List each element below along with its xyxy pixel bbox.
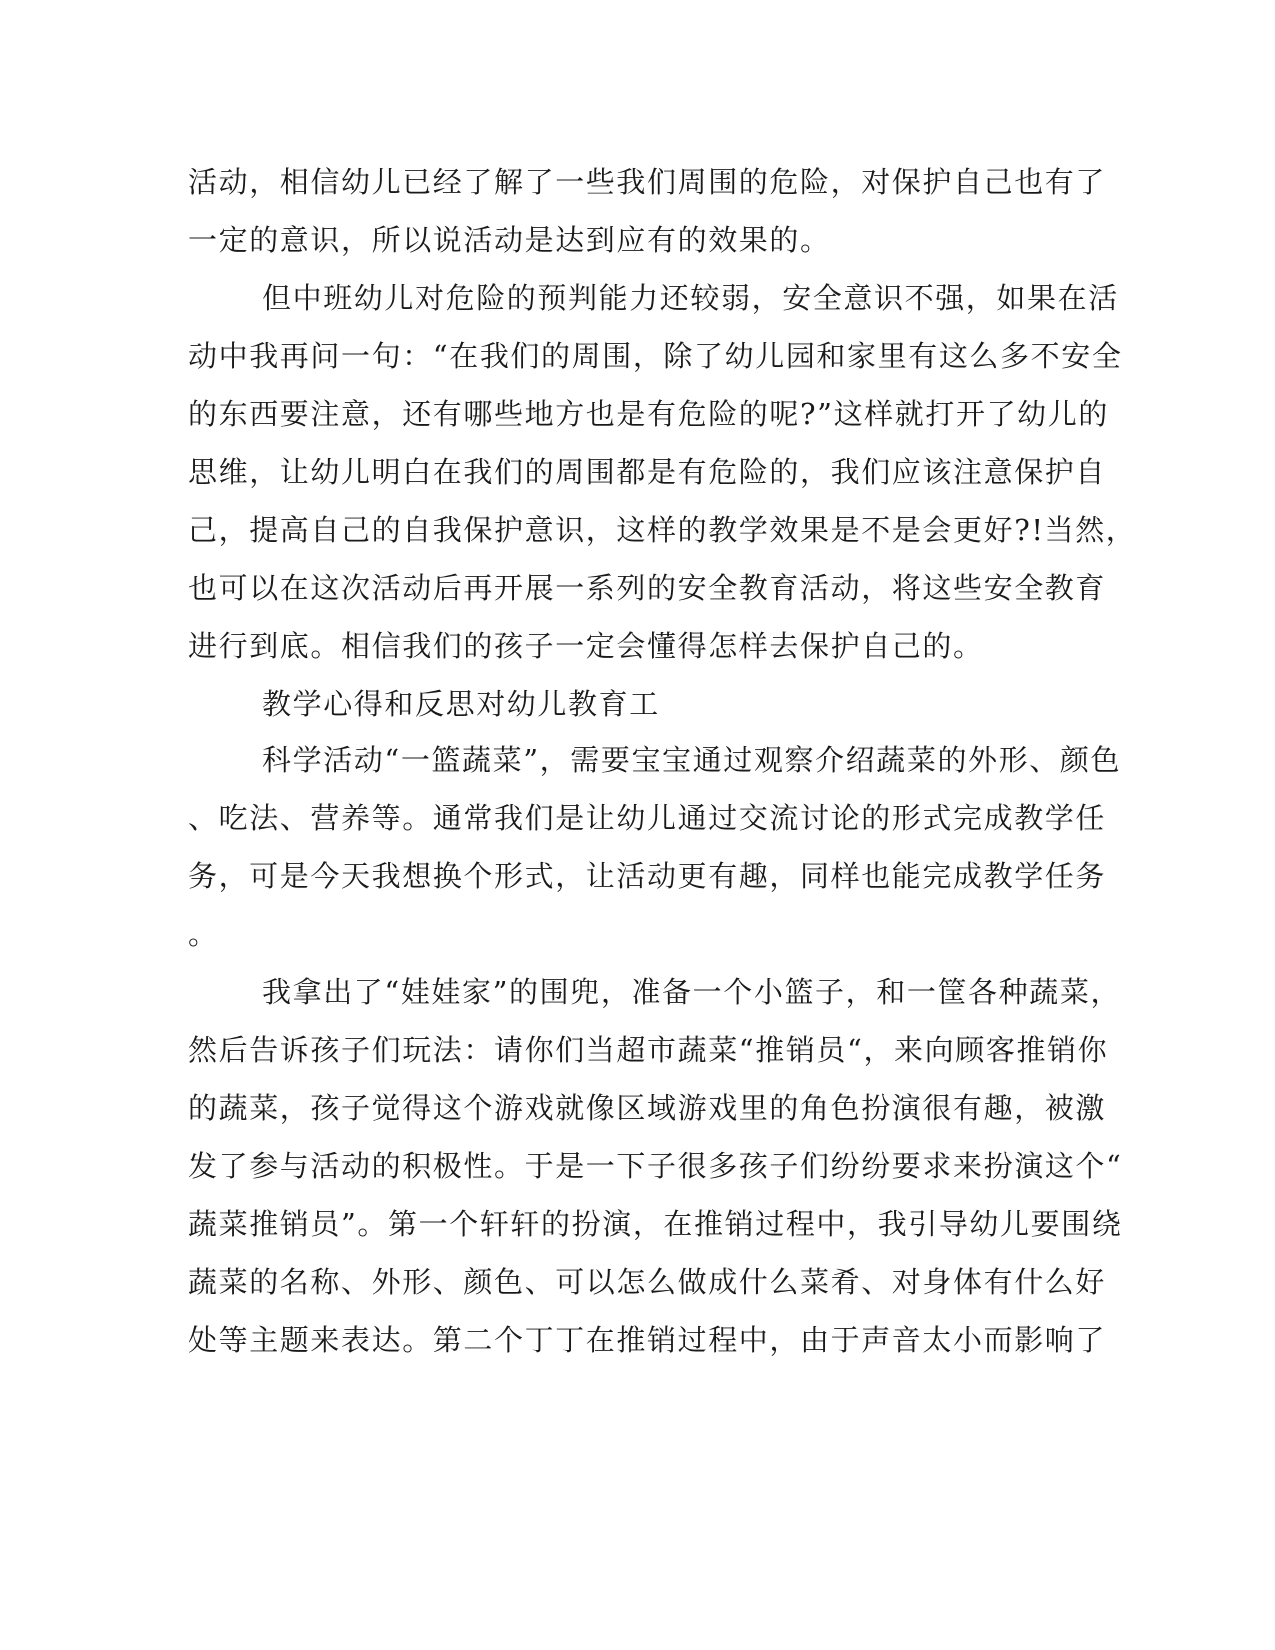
text-line: 己，提高自己的自我保护意识，这样的教学效果是不是会更好?!当然， bbox=[188, 513, 1137, 547]
text-line: 处等主题来表达。第二个丁丁在推销过程中，由于声音太小而影响了 bbox=[188, 1323, 1107, 1357]
text-line: 发了参与活动的积极性。于是一下子很多孩子们纷纷要求来扮演这个“ bbox=[188, 1149, 1123, 1183]
text-line: 务，可是今天我想换个形式，让活动更有趣，同样也能完成教学任务 bbox=[188, 859, 1107, 893]
text-line: 我拿出了“娃娃家”的围兜，准备一个小篮子，和一筐各种蔬菜， bbox=[262, 975, 1122, 1009]
text-line: 的蔬菜，孩子觉得这个游戏就像区域游戏里的角色扮演很有趣，被激 bbox=[188, 1091, 1107, 1125]
text-line: 一定的意识，所以说活动是达到应有的效果的。 bbox=[188, 223, 831, 257]
text-line: 思维，让幼儿明白在我们的周围都是有危险的，我们应该注意保护自 bbox=[188, 455, 1107, 489]
text-line: 的东西要注意，还有哪些地方也是有危险的呢?”这样就打开了幼儿的 bbox=[188, 397, 1109, 431]
text-line: 蔬菜的名称、外形、颜色、可以怎么做成什么菜肴、对身体有什么好 bbox=[188, 1265, 1107, 1299]
text-line: 动中我再问一句：“在我们的周围，除了幼儿园和家里有这么多不安全 bbox=[188, 339, 1123, 373]
text-line: 科学活动“一篮蔬菜”，需要宝宝通过观察介绍蔬菜的外形、颜色 bbox=[262, 743, 1122, 777]
text-line: 然后告诉孩子们玩法：请你们当超市蔬菜“推销员“，来向顾客推销你 bbox=[188, 1033, 1109, 1067]
text-line: 但中班幼儿对危险的预判能力还较弱，安全意识不强，如果在活 bbox=[262, 281, 1119, 315]
text-line: 进行到底。相信我们的孩子一定会懂得怎样去保护自己的。 bbox=[188, 629, 984, 663]
text-line: 也可以在这次活动后再开展一系列的安全教育活动，将这些安全教育 bbox=[188, 571, 1107, 605]
text-line: 、吃法、营养等。通常我们是让幼儿通过交流讨论的形式完成教学任 bbox=[188, 801, 1107, 835]
text-line: 活动，相信幼儿已经了解了一些我们周围的危险，对保护自己也有了 bbox=[188, 165, 1107, 199]
text-line: 蔬菜推销员”。第一个轩轩的扮演，在推销过程中，我引导幼儿要围绕 bbox=[188, 1207, 1123, 1241]
section-heading: 教学心得和反思对幼儿教育工 bbox=[262, 687, 660, 721]
text-line: 。 bbox=[188, 917, 219, 951]
